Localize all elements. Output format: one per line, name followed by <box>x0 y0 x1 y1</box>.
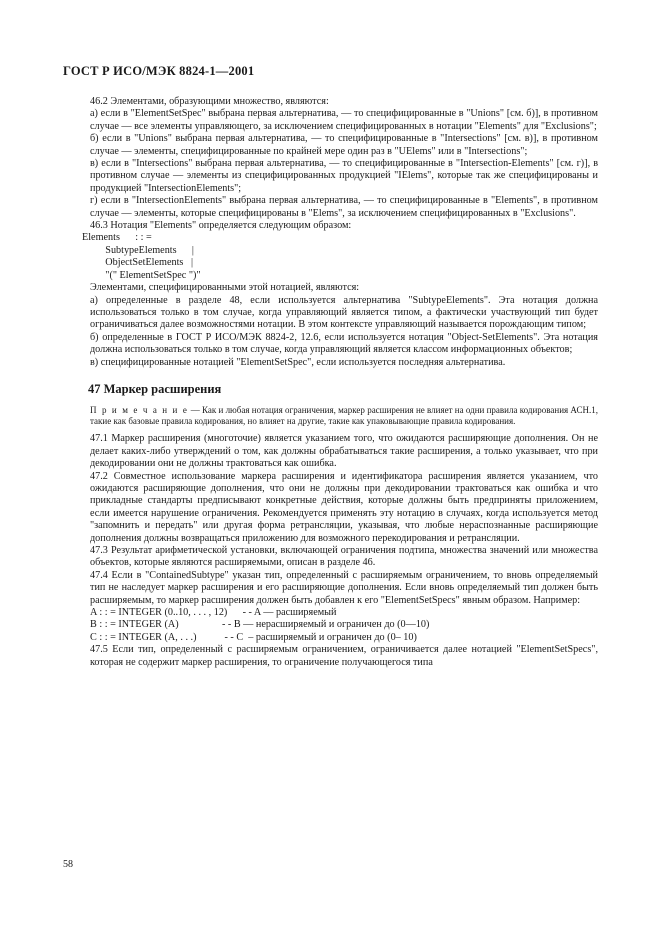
paragraph-47-2: 47.2 Совместное использование маркера расширения и идентификатора расширения является указанием, что ожидаются расширяющие дополнения, что они не должны при декодировании трактоваться как ошибка и что прикладные стандарты предписывают конкретные действия, которые должны быть предприняты приложением, если имеется нарушение ограничения. Рекомендуется применять эту нотацию в случаях, когда используется метод "запомнить и передать" или другая форма ретрансляции, указывая, что любые нераспознанные расширяющие дополнения должны возвращаться приложению для возможного перекодирования и ретрансляции. <box>90 470 598 544</box>
code-line-3: ObjectSetElements | <box>90 257 194 269</box>
code-line-4: "(" ElementSetSpec ")" <box>90 269 201 281</box>
example-line-a: A : : = INTEGER (0..10, . . . , 12) - - A — расширяемый <box>90 607 337 619</box>
paragraph-46-2: 46.2 Элементами, образующими множество, являются: <box>90 96 329 107</box>
section-heading-47: 47 Маркер расширения <box>88 381 222 396</box>
paragraph-47-5: 47.5 Если тип, определенный с расширяемым ограничением, ограничивается далее нотацией "ElementSetSpecs", которая не содержит маркер расширения, то ограничение получающегося типа <box>90 644 598 668</box>
paragraph-46-3: 46.3 Нотация "Elements" определяется следующим образом: <box>90 220 352 232</box>
page-body <box>82 96 598 669</box>
example-line-b: B : : = INTEGER (A) - - B — нерасширяемый и ограничен до (0—10) <box>90 619 430 631</box>
paragraph-46-2-c: в) если в "Intersections" выбрана первая альтернатива, — то специфицированные в "Intersection-Elements" [см. г)], в противном случае — элементы из специфицированных продукцией "IElems", которые так же специфицированы и продукцией "IntersectionElements"; <box>90 158 598 194</box>
note-label: П р и м е ч а н и е <box>90 405 189 416</box>
paragraph-elements-b: б) определенные в ГОСТ Р ИСО/МЭК 8824-2, 12.6, если используется нотация "Object-SetElements". Эта нотация должна использоваться только в том случае, когда управляющий является классом информационных объектов; <box>90 331 598 356</box>
page-number: 58 <box>63 859 73 870</box>
paragraph-46-2-b: б) если в "Unions" выбрана первая альтернатива, — то специфицированные в "Intersections" [см. в)], в противном случае — элементы, специфицированные по крайней мере один раз в "UElems" или в "Intersections"; <box>90 133 598 157</box>
document-header: ГОСТ Р ИСО/МЭК 8824-1—2001 <box>63 64 255 78</box>
note-text: — Как и любая нотация ограничения, маркер расширения не влияет на одни правила кодирования АСН.1, такие как базовые правила кодирования, но влияет на другие, такие как упаковывающие правила кодирования. <box>90 405 598 427</box>
paragraph-elements-c: в) специфицированные нотацией "ElementSetSpec", если используется последняя альтернатива. <box>90 356 506 368</box>
example-line-c: C : : = INTEGER (A, . . .) - - C – расширяемый и ограничен до (0– 10) <box>90 631 417 643</box>
paragraph-47-4: 47.4 Если в "ContainedSubtype" указан тип, определенный с расширяемым ограничением, то вновь определяемый тип не наследует маркер расширения и его расширяющие дополнения. Если вновь определяемый тип должен быть расширяемым, то маркер расширения должен быть добавлен к его "ElementSetSpecs" явным образом. Например: <box>90 569 598 606</box>
paragraph-47-3: 47.3 Результат арифметической установки, включающей ограничения подтипа, множества значений или множества объектов, которые являются расширяемыми, описан в разделе 46. <box>90 545 598 569</box>
paragraph-46-2-d: г) если в "IntersectionElements" выбрана первая альтернатива, — то специфицированные в "Elements", в противном случае — элементы, которые специфицированы в "Elems", за исключением специфицированных в "Exclusions". <box>90 195 598 219</box>
note-47 <box>90 405 598 427</box>
code-line-1: Elements : : = <box>82 232 152 244</box>
code-line-2: SubtypeElements | <box>90 244 194 256</box>
paragraph-elements-intro: Элементами, специфицированными этой нотацией, являются: <box>90 282 360 294</box>
paragraph-46-2-a: а) если в "ElementSetSpec" выбрана первая альтернатива, — то специфицированные в "Unions" [см. б)], в противном случае — все элементы управляющего, за исключением специфицированных в нотации "Elements" для "Exclusions"; <box>90 108 598 132</box>
paragraph-47-1: 47.1 Маркер расширения (многоточие) является указанием того, что ожидаются расширяющие дополнения. Он не делает каких-либо утверждений о том, как должны обрабатываться такие расширения, а только указывает, что при декодировании они не должны трактоваться как ошибка. <box>90 433 598 470</box>
paragraph-elements-a: а) определенные в разделе 48, если используется альтернатива "SubtypeElements". Эта нотация должна использоваться только в том случае, когда управляющий является типом, а фактически участвующий тип будет ограничиваться далее возможностями нотации. В этом контексте управляющий называется порождающим типом; <box>90 294 598 331</box>
